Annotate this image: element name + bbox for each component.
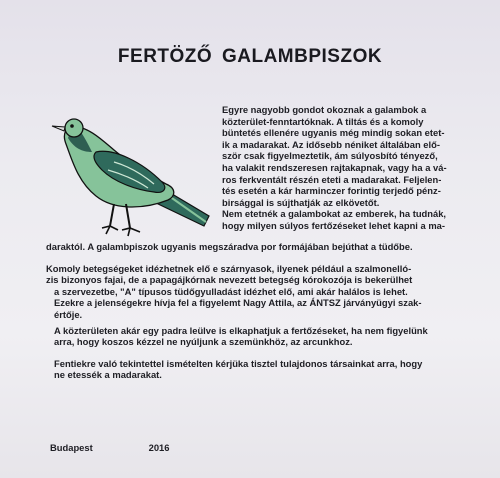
text-line: tés esetén a kár harminczer forintig terjedő pénz- (222, 185, 441, 197)
text-line: Nem etetnék a galambokat az emberek, ha tudnák, (222, 208, 447, 220)
intro-paragraph (222, 104, 488, 232)
text-line: ne etessék a madarakat. (54, 369, 162, 381)
pigeon-head (65, 119, 83, 137)
text-line: Egyre nagyobb gondot okoznak a galambok a (222, 104, 427, 115)
text-line: a szervezetbe, "A" típusos tüdőgyulladást idézhet elő, ami akár halálos is lehet. (54, 285, 408, 297)
pigeon-beak (52, 126, 65, 131)
text-line: ros ferkventált részén eteti a madarakat. Feljelen- (222, 173, 442, 185)
text-line: Fentiekre való tekintettel ismételten kérjüka tisztel tulajdonos társainkat arra, hogy (54, 357, 423, 369)
pigeon-illustration (44, 104, 222, 244)
text-line: közterület-fenntartóknak. A tiltás és a komoly (222, 115, 424, 127)
text-line: daraktól. A galambpiszok ugyanis megszáradva por formájában bejúthat a tüdőbe. (46, 241, 413, 252)
pigeon-legs (110, 204, 130, 228)
footer-year: 2016 (148, 442, 170, 453)
footer-city: Budapest (50, 442, 93, 453)
text-line: zis bizonyos fajai, de a papagájkórnak nevezett betegség kórokozója is bekerülhet (46, 274, 413, 286)
footer (50, 442, 450, 453)
poster-title: FERTÖZŐ GALAMBPISZOK (117, 46, 383, 67)
text-line: A közterületen akár egy padra leülve is elkaphatjuk a fertőzéseket, ha nem figyelünk (54, 324, 428, 336)
text-line: hogy milyen súlyos fertőzéseket lehet kapni a ma- (222, 219, 445, 231)
text-line: ször csak figyelmeztetik, ám súlyosbító tényező, (222, 150, 438, 162)
text-line: Komoly betegségeket idézhetnek elő e szárnyasok, ilyenek például a szalmonelló- (46, 262, 412, 274)
text-line: értője. (54, 308, 83, 320)
text-line: büntetés ellenére ugyanis még mindig sokan etet- (222, 127, 445, 139)
text-line: birsággal is sújthatják az elkövetőt. (222, 196, 380, 208)
text-line: ha valakit rendszeresen rajtakapnak, vagy ha a vá- (222, 161, 447, 173)
body-text (46, 241, 486, 381)
pigeon-eye (70, 124, 74, 128)
text-line: ik a madarakat. Az idősebb néniket általában elő- (222, 138, 440, 150)
text-line: arra, hogy koszos kézzel ne nyúljunk a szemünkhöz, az arcunkhoz. (54, 336, 353, 348)
text-line: Ezekre a jelenségekre hívja fel a figyelemt Nagy Attila, az ÁNTSZ járványügyi szak- (54, 297, 422, 309)
